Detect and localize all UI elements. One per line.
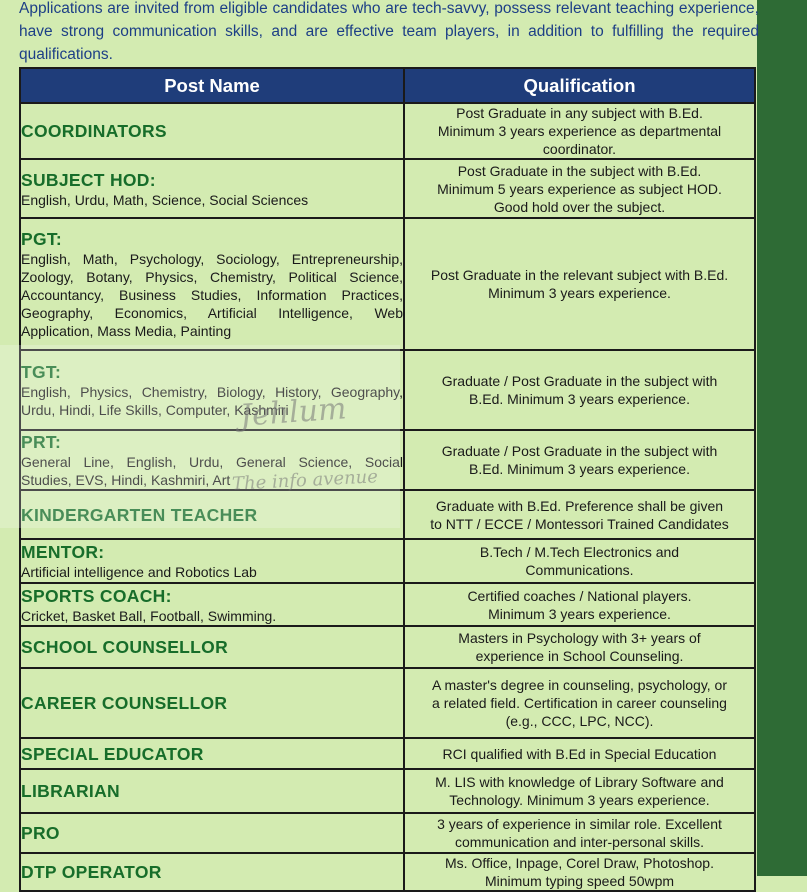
qualification-line: Minimum 3 years experience.: [488, 605, 671, 622]
qualification-line: communication and inter-personal skills.: [455, 834, 704, 850]
watermark-tagline: The info avenue: [231, 466, 379, 495]
post-name: SPECIAL EDUCATOR: [21, 743, 204, 764]
qualification-cell: [404, 738, 755, 769]
post-name: PRO: [21, 823, 60, 843]
qualification-line: Post Graduate in the relevant subject with B.Ed.: [430, 267, 729, 283]
post-name: SUBJECT HOD:: [21, 169, 156, 190]
post-name: DTP OPERATOR: [21, 862, 162, 882]
table-row: [20, 813, 755, 853]
qualification-cell: [404, 668, 755, 738]
table-row: [20, 668, 755, 738]
post-subjects: Artificial intelligence and Robotics Lab: [21, 564, 257, 580]
qualification-line: RCI qualified with B.Ed in Special Education: [442, 745, 717, 762]
qualification-cell: [404, 490, 755, 539]
qualification-line: (e.g., CCC, LPC, NCC).: [505, 713, 654, 729]
post-cell: [20, 539, 404, 583]
qualification-line: Technology. Minimum 3 years experience.: [449, 792, 710, 808]
post-name: SPORTS COACH:: [21, 585, 172, 606]
table-row: [20, 853, 755, 891]
qualification-cell: [404, 218, 755, 350]
qualification-line: a related field. Certification in career counseling: [432, 695, 727, 711]
watermark-logo-text: Jehlum: [238, 391, 348, 434]
table-row: [20, 103, 755, 159]
post-cell: [20, 668, 404, 738]
post-name: CAREER COUNSELLOR: [21, 693, 228, 713]
qualification-line: Graduate with B.Ed. Preference shall be given: [435, 497, 724, 514]
qualification-line: Graduate / Post Graduate in the subject with: [441, 443, 718, 459]
table-row: [20, 583, 755, 626]
posts-table: [19, 67, 756, 892]
qualification-cell: [404, 159, 755, 218]
table-header-row: [20, 68, 755, 103]
qualification-line: B.Ed. Minimum 3 years experience.: [469, 391, 690, 407]
qualification-cell: [404, 103, 755, 159]
qualification-line: M. LIS with knowledge of Library Software and: [435, 774, 724, 790]
qualification-cell: [404, 539, 755, 583]
qualification-cell: [404, 769, 755, 813]
post-name: LIBRARIAN: [21, 781, 120, 801]
qualification-line: B.Ed. Minimum 3 years experience.: [469, 461, 690, 477]
qualification-line: Communications.: [525, 562, 634, 578]
post-cell: [20, 490, 404, 539]
post-cell: [20, 583, 404, 626]
qualification-cell: [404, 813, 755, 853]
qualification-cell: [404, 430, 755, 490]
table-row: [20, 490, 755, 539]
qualification-line: Masters in Psychology with 3+ years of: [458, 630, 701, 646]
qualification-line: Ms. Office, Inpage, Corel Draw, Photoshop.: [445, 855, 714, 871]
header-qualification: Qualification: [404, 68, 755, 103]
qualification-line: Post Graduate in any subject with B.Ed.: [456, 105, 703, 121]
qualification-line: Graduate / Post Graduate in the subject with: [441, 373, 718, 389]
qualification-cell: [404, 583, 755, 626]
table-row: [20, 626, 755, 668]
post-cell: [20, 626, 404, 668]
post-subjects: Cricket, Basket Ball, Football, Swimming.: [21, 607, 277, 624]
qualification-cell: [404, 626, 755, 668]
post-cell: [20, 159, 404, 218]
post-subjects: English, Physics, Chemistry, Biology, History, Geography, Urdu, Hindi, Life Skills, Computer, Kashmiri: [21, 384, 403, 418]
post-cell: [20, 430, 404, 490]
post-name: KINDERGARTEN TEACHER: [21, 504, 258, 525]
table-row: [20, 430, 755, 490]
table-row: [20, 159, 755, 218]
post-cell: [20, 738, 404, 769]
header-post-name: Post Name: [20, 68, 404, 103]
post-subjects: General Line, English, Urdu, General Science, Social Studies, EVS, Hindi, Kashmiri, Art: [21, 454, 403, 488]
post-cell: [20, 769, 404, 813]
qualification-line: Minimum 5 years experience as subject HOD.: [437, 180, 722, 197]
table-row: [20, 769, 755, 813]
qualification-line: B.Tech / M.Tech Electronics and: [479, 544, 680, 560]
post-cell: [20, 103, 404, 159]
post-cell: [20, 813, 404, 853]
post-name: TGT:: [21, 362, 62, 382]
qualification-line: Post Graduate in the subject with B.Ed.: [457, 162, 702, 179]
post-subjects: English, Math, Psychology, Sociology, Entrepreneurship, Zoology, Botany, Physics, Chemistry, Political Science, Accountancy, Business Studies, Information Practices, Geography, Economics, Artificial Intelligence, Web Application, Mass Media, Painting: [21, 251, 403, 339]
post-subjects: English, Urdu, Math, Science, Social Sciences: [21, 191, 309, 208]
qualification-line: 3 years of experience in similar role. Excellent: [437, 816, 722, 832]
qualification-line: A master's degree in counseling, psychology, or: [431, 677, 728, 693]
post-name: MENTOR:: [21, 542, 105, 562]
table-row: [20, 350, 755, 430]
post-cell: [20, 218, 404, 350]
table-row: [20, 218, 755, 350]
post-cell: [20, 350, 404, 430]
qualification-line: Good hold over the subject.: [493, 198, 666, 215]
qualification-line: Minimum 3 years experience as departmental coordinator.: [437, 123, 722, 157]
qualification-cell: [404, 853, 755, 891]
qualification-line: Minimum 3 years experience.: [488, 285, 671, 301]
post-name: PGT:: [21, 229, 63, 249]
table-row: [20, 738, 755, 769]
table-row: [20, 539, 755, 583]
intro-paragraph: Applications are invited from eligible candidates who are tech-savvy, possess relevant teaching experience, have strong communication skills, and are effective team players, in addition to fulfilling the required qualifications.: [19, 0, 759, 63]
qualification-line: experience in School Counseling.: [475, 648, 684, 664]
qualification-line: Certified coaches / National players.: [467, 587, 692, 604]
post-name: PRT:: [21, 432, 62, 452]
qualification-cell: [404, 350, 755, 430]
post-name: COORDINATORS: [21, 121, 167, 141]
right-border-strip: [757, 0, 807, 876]
post-cell: [20, 853, 404, 891]
qualification-line: to NTT / ECCE / Montessori Trained Candidates: [430, 515, 729, 532]
qualification-line: Minimum typing speed 50wpm: [484, 873, 675, 889]
post-name: SCHOOL COUNSELLOR: [21, 637, 229, 657]
